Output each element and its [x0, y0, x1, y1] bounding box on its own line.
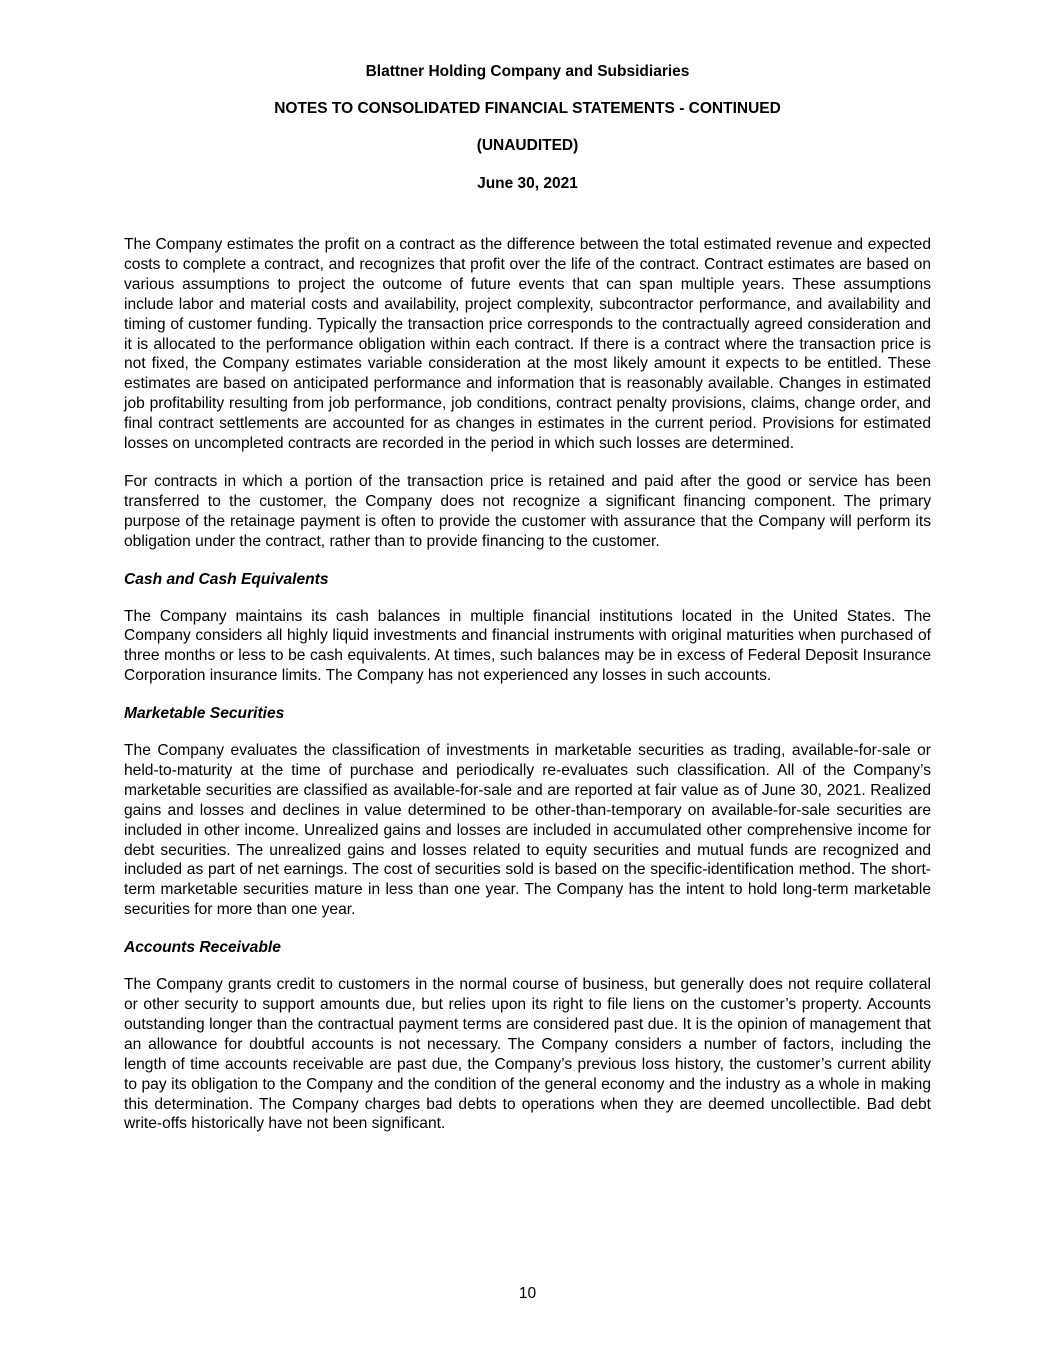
- report-date: June 30, 2021: [477, 175, 578, 192]
- accounts-receivable-heading: Accounts Receivable: [124, 939, 281, 957]
- cash-equivalents-heading: Cash and Cash Equivalents: [124, 570, 329, 588]
- document-body: [124, 235, 931, 1134]
- accounts-receivable-paragraph: The Company grants credit to customers in the normal course of business, but generally does not require collateral or other security to support amounts due, but relies upon its right to file liens on the customer’s property. Accounts outstanding longer than the contractual payment terms are considered past due. It is the opinion of management that an allowance for doubtful accounts is not necessary. The Company considers a number of factors, including the length of time accounts receivable are past due, the Company’s previous loss history, the customer’s current ability to pay its obligation to the Company and the condition of the general economy and the industry as a whole in making this determination. The Company charges bad debts to operations when they are deemed uncollectible. Bad debt write-offs historically have not been significant.: [124, 976, 931, 1133]
- unaudited-label: (UNAUDITED): [476, 137, 579, 154]
- retainage-paragraph: For contracts in which a portion of the transaction price is retained and paid after the good or service has been transferred to the customer, the Company does not recognize a significant financing component. The primary purpose of the retainage payment is often to provide the customer with assurance that the Company will perform its obligation under the contract, rather than to provide financing to the customer.: [124, 472, 931, 550]
- marketable-securities-paragraph: The Company evaluates the classification of investments in marketable securities as trading, available-for-sale or held-to-maturity at the time of purchase and periodically re-evaluates such classification. All of the Company’s marketable securities are classified as available-for-sale and are reported at fair value as of June 30, 2021. Realized gains and losses and declines in value determined to be other-than-temporary on available-for-sale securities are included in other income. Unrealized gains and losses are included in accumulated other comprehensive income for debt securities. The unrealized gains and losses related to equity securities and mutual funds are recognized and included as part of net earnings. The cost of securities sold is based on the specific-identification method. The short-term marketable securities mature in less than one year. The Company has the intent to hold long-term marketable securities for more than one year.: [124, 742, 931, 919]
- company-name: Blattner Holding Company and Subsidiaries: [365, 63, 690, 80]
- document-title: NOTES TO CONSOLIDATED FINANCIAL STATEMENTS - CONTINUED: [274, 100, 781, 117]
- page-number: 10: [518, 1285, 537, 1302]
- marketable-securities-heading: Marketable Securities: [124, 705, 285, 723]
- profit-estimation-paragraph: The Company estimates the profit on a contract as the difference between the total estimated revenue and expected costs to complete a contract, and recognizes that profit over the life of the contract. Contract estimates are based on various assumptions to project the outcome of future events that can span multiple years. These assumptions include labor and material costs and availability, project complexity, subcontractor performance, and availability and timing of customer funding. Typically the transaction price corresponds to the contractually agreed consideration and it is allocated to the performance obligation within each contract. If there is a contract where the transaction price is not fixed, the Company estimates variable consideration at the most likely amount it expects to be entitled. These estimates are based on anticipated performance and information that is reasonably available. Changes in estimated job profitability resulting from job performance, job conditions, contract penalty provisions, claims, change order, and final contract settlements are accounted for as changes in estimates in the current period. Provisions for estimated losses on uncompleted contracts are recorded in the period in which such losses are determined.: [124, 236, 931, 453]
- cash-equivalents-paragraph: The Company maintains its cash balances in multiple financial institutions located in the United States. The Company considers all highly liquid investments and financial instruments with original maturities when purchased of three months or less to be cash equivalents. At times, such balances may be in excess of Federal Deposit Insurance Corporation insurance limits. The Company has not experienced any losses in such accounts.: [124, 607, 931, 685]
